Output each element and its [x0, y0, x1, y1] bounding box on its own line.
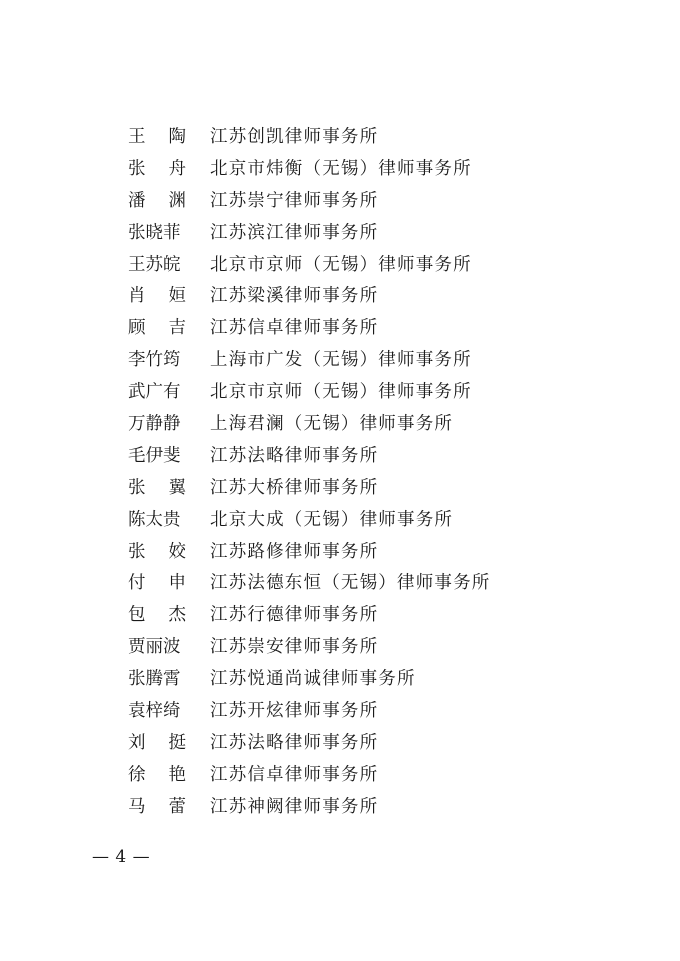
- law-firm: 江苏信卓律师事务所: [210, 764, 379, 785]
- lawyer-name: 张 翼: [128, 477, 186, 498]
- roster-row: [0, 441, 680, 473]
- lawyer-roster: [0, 122, 680, 824]
- roster-row: [0, 154, 680, 186]
- lawyer-name: 肖 姮: [128, 286, 186, 307]
- roster-row: [0, 664, 680, 696]
- lawyer-name: 张晓菲: [128, 222, 181, 243]
- law-firm: 江苏路修律师事务所: [210, 541, 379, 562]
- lawyer-name: 张 姣: [128, 541, 186, 562]
- law-firm: 江苏开炫律师事务所: [210, 701, 379, 722]
- lawyer-name: 张 舟: [128, 158, 186, 179]
- lawyer-name: 毛伊斐: [128, 445, 181, 466]
- roster-row: [0, 505, 680, 537]
- law-firm: 江苏创凯律师事务所: [210, 127, 379, 147]
- law-firm: 上海市广发（无锡）律师事务所: [210, 350, 472, 371]
- roster-row: [0, 409, 680, 441]
- law-firm: 江苏滨江律师事务所: [210, 222, 379, 243]
- roster-row: [0, 632, 680, 664]
- roster-row: [0, 537, 680, 569]
- law-firm: 江苏悦通尚诚律师事务所: [210, 669, 416, 690]
- lawyer-name: 李竹筠: [128, 350, 181, 371]
- law-firm: 北京市京师（无锡）律师事务所: [210, 382, 472, 403]
- lawyer-name: 包 杰: [128, 605, 186, 626]
- law-firm: 江苏信卓律师事务所: [210, 318, 379, 339]
- law-firm: 北京大成（无锡）律师事务所: [210, 509, 454, 530]
- lawyer-name: 万静静: [128, 414, 181, 435]
- roster-row: [0, 600, 680, 632]
- lawyer-name: 马 蕾: [128, 796, 186, 817]
- lawyer-name: 王苏皖: [128, 254, 181, 275]
- law-firm: 江苏法略律师事务所: [210, 732, 379, 753]
- law-firm: 江苏梁溪律师事务所: [210, 286, 379, 307]
- law-firm: 北京市京师（无锡）律师事务所: [210, 254, 472, 275]
- lawyer-name: 顾 吉: [128, 318, 186, 339]
- lawyer-name: 张腾霄: [128, 669, 181, 690]
- lawyer-name: 潘 渊: [128, 190, 186, 211]
- lawyer-name: 付 申: [128, 573, 186, 594]
- law-firm: 北京市炜衡（无锡）律师事务所: [210, 158, 472, 179]
- law-firm: 江苏崇宁律师事务所: [210, 190, 379, 211]
- law-firm: 江苏崇安律师事务所: [210, 637, 379, 658]
- roster-row: [0, 122, 680, 154]
- roster-row: [0, 186, 680, 218]
- page-number: — 4 —: [92, 847, 151, 867]
- lawyer-name: 刘 挺: [128, 732, 186, 753]
- roster-row: [0, 250, 680, 282]
- law-firm: 江苏法略律师事务所: [210, 445, 379, 466]
- roster-row: [0, 377, 680, 409]
- lawyer-name: 徐 艳: [128, 764, 186, 785]
- roster-row: [0, 281, 680, 313]
- lawyer-name: 贾丽波: [128, 637, 181, 658]
- roster-row: [0, 218, 680, 250]
- roster-row: [0, 696, 680, 728]
- roster-row: [0, 792, 680, 824]
- roster-row: [0, 313, 680, 345]
- lawyer-name: 武广有: [128, 382, 181, 403]
- lawyer-name: 陈太贵: [128, 509, 181, 530]
- law-firm: 江苏法德东恒（无锡）律师事务所: [210, 573, 491, 594]
- lawyer-name: 王 陶: [128, 127, 186, 147]
- law-firm: 江苏大桥律师事务所: [210, 477, 379, 498]
- roster-row: [0, 728, 680, 760]
- roster-row: [0, 345, 680, 377]
- lawyer-name: 袁梓绮: [128, 701, 181, 722]
- roster-row: [0, 568, 680, 600]
- law-firm: 上海君澜（无锡）律师事务所: [210, 414, 454, 435]
- roster-row: [0, 760, 680, 792]
- law-firm: 江苏神阙律师事务所: [210, 796, 379, 817]
- roster-row: [0, 473, 680, 505]
- law-firm: 江苏行德律师事务所: [210, 605, 379, 626]
